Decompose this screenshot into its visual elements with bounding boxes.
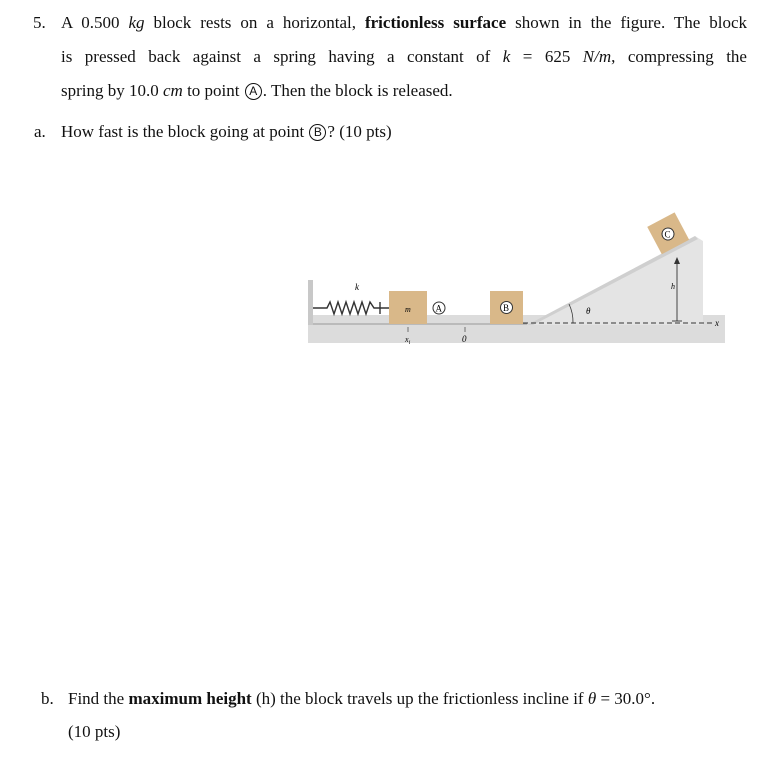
text: = 625	[510, 47, 583, 66]
part-a-question	[61, 122, 392, 142]
part-b-question	[68, 689, 655, 709]
problem-number: 5.	[33, 13, 46, 32]
part-b-letter: b.	[41, 689, 54, 708]
height-label: h	[671, 282, 675, 291]
text: ? (10 pts)	[327, 122, 392, 141]
unit-cm: cm	[163, 81, 183, 100]
symbol-theta: θ	[587, 689, 597, 708]
maximum-height-emphasis: maximum height	[128, 689, 252, 708]
point-b-label: B	[503, 303, 510, 313]
spring	[313, 302, 389, 314]
xi-subscript: i	[408, 340, 411, 346]
physics-figure	[305, 205, 725, 355]
spring-constant-label: k	[355, 282, 359, 292]
point-a-label: A	[435, 303, 442, 314]
xi-x: x	[405, 335, 409, 344]
text: is pressed back against a spring having a constant of	[61, 47, 503, 66]
part-b-points: (10 pts)	[68, 722, 121, 741]
x-axis-label: x	[715, 318, 719, 328]
zero-label: 0	[462, 334, 467, 344]
unit-kg: kg	[128, 13, 145, 32]
problem-line-3	[61, 81, 453, 101]
text: shown in the figure. The block	[506, 13, 747, 32]
wall	[308, 280, 313, 325]
text: Find the	[68, 689, 129, 708]
point-c-label: C	[664, 229, 671, 240]
text: . Then the block is released.	[262, 81, 453, 100]
point-b-marker: B	[309, 124, 326, 141]
text: , compressing the	[611, 47, 747, 66]
block-m-label: m	[405, 305, 411, 314]
part-a-letter: a.	[34, 122, 46, 141]
problem-line-1	[61, 13, 747, 33]
symbol-k: k	[502, 47, 511, 66]
text: spring by 10.0	[61, 81, 163, 100]
problem-line-2	[61, 47, 747, 67]
text: (h) the block travels up the frictionless incline if	[251, 689, 588, 708]
point-a-marker: A	[245, 83, 262, 100]
text: How fast is the block going at point	[61, 122, 309, 141]
text: = 30.0°.	[596, 689, 656, 708]
text: to point	[182, 81, 244, 100]
text: A 0.500	[61, 13, 129, 32]
unit-n-per-m: N/m	[582, 47, 612, 66]
frictionless-surface-emphasis: frictionless surface	[364, 13, 507, 32]
text: block rests on a horizontal,	[144, 13, 365, 32]
theta-label: θ	[586, 306, 591, 316]
